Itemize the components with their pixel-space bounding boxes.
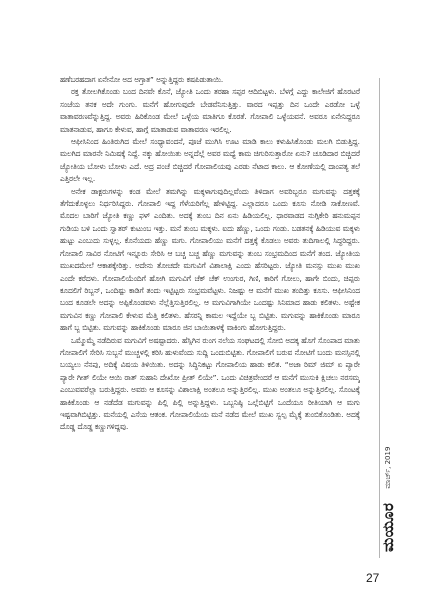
- article-paragraph-1: ಹಣೆಬರಹದಾಗ ಏನೇನೋ ಅದ ಅಗ್ತಾತ” ಅನ್ನುತ್ತಿದ್ದರು ಕಷಪಿಡುತಾಯಿ.: [60, 75, 224, 84]
- issue-date: ಮಾರ್ಚ್, 2019: [383, 446, 392, 489]
- vertical-sidebar-text: [379, 447, 397, 552]
- article-paragraph-2: ರಕ್ತ ತೋಲಗಿಕೊಂಡು ಬಂದ ದಿನವೇ ಕೊನೆ, ಜ್ಯೋತಿ ಒಂದು ತರಹಾ ಸಪ್ಪರ ಆದಿಬಿಟ್ಟಳು. ಬೆಳಗ್ಗೆ ಎದ್ದು ಕಾಲೇಜಿಗೆ ಹೊರಟರೆ ಸಂಜೆಯ ತನಕ ಅದೇ ಗುಂಗು. ಮನೆಗೆ ಹೋಗುವುದೇ ಬೇಡವೆನಿಸುತ್ತಿತ್ತು. ವಾರದ ಇಪ್ಪತ್ತು ದಿನ ಒಂದೇ ಎರಡೋ ಒಳ್ಳೆ ವಾತಾವರಣವೆನ್ನುತ್ತಿದ್ದ. ಅವರು ಹಿರಿಕೊಂಡ ಮೇಲೆ ಒಳ್ಳೆಯ ಮಾತಿಗೂ ಕೊರತೆ. ಗೋಪಾಲಿ ಒಳ್ಳೆಯವನೆ. ಅವರೂ ಏನೇನಿದ್ದರೂ ಮಾತನಾಡುವ, ಹಾಗೂ ಕೇಳುವ, ಹಾಗ್ಗೆ ಮಾತಾಡುವ ವಾತಾವರಣ ಇರಲಿಲ್ಲ.: [60, 87, 360, 134]
- magazine-masthead: ಮಯೂರ: [379, 502, 397, 552]
- page-number: 27: [366, 571, 380, 585]
- article-paragraph-3: ಆಫೀಸಿನಿಂದ ಹಿಂತಿರುಗಿದ ಮೇಲೆ ಸಂಧ್ಯಾವಂದನೆ, ಪೂಜೆ ಮುಗಿಸಿ ಊಟ ಮಾಡಿ ಕಾಲು ಕಳುಹಿಸಿಕೊಂಡು ಮಲಗಿ ಬಿಡುತ್ತಿದ್ದ. ಮಲಗಿದ ಮಾರನೇ ನಿಮಿಷಕ್ಕೆ ನಿದ್ದೆ. ನಕ್ಕು ಹೋಯಿತು ಅನ್ನದೆಲ್ಲೆ ಅವರ ಮಧ್ಯೆ ಕಾಮ ಚಿಗುರಿಸುತ್ತಾರೋ ಏನು? ಚೂಡಿದಾರ ಬಿಚ್ಚಿದರೆ ಜ್ಯೋತಿಯ ಬೋಳು ಬೋಳು ಎದೆ. ಅದ್ರ ಪಂಚೆ ಬಿಚ್ಚಿದರೆ ಗೋಪಾಲಿಯವು ಎರಡು ನೆಟಾದ ಕಾಲು. ಆ ಕೋಣೆಯಲ್ಲಿ ದಾಂಪತ್ಯ ತಲೆ ಎತ್ತಿರಲೇ ಇಲ್ಲ.: [60, 137, 360, 184]
- article-paragraph-4: ಅನೇಕ ಡಾಕ್ಟರುಗಳನ್ನು ಕಂಡ ಮೇಲೆ ತಮಗಿನ್ನು ಮಕ್ಕಳಾಗುವುದಿಲ್ಲವೆಂದು ತಿಳಿದಾಗ ಅವರಿಬ್ಬರೂ ಮಗುವನ್ನು ದತ್ತಕಕ್ಕೆ ತೆಗೆದುಕೊಳ್ಳಲು ನಿರ್ಧರಿಸಿದ್ದರು. ಗೋಪಾಲಿ ಇದ್ದ ಗೆಳೆಯರಿಗೆಲ್ಲ ಹೇಳಿಟ್ಟಿದ್ದ. ಎಲ್ಲಾದರೂ ಒಂದು ಕೂಸು ನೋಡಿ ಸಾಕೋಣವೆ. ಮೊದಲ ಬಾರಿಗೆ ಜ್ಯೋತಿ ಕಣ್ಣು ಫಳ್ ಎಂದಿತು. ಅದಕ್ಕೆ ತುಂಬ ದಿನ ಏನು ಹಿಡಿಯಲಿಲ್ಲ. ಧಾರವಾಡದ ನುಗ್ಗಿಕೇರಿ ಹನುಮಪ್ಪನ ಗುಡಿಯ ಬಳಿ ಒಂದು ಸ್ವಾತರ್ ಕುಟುಂಬ ಇತ್ತು. ಮನೆ ತುಂಬ ಮಕ್ಕಳು. ಐದು ಹೆಣ್ಣು, ಒಂದು ಗಂಡು. ಬಡತನಕ್ಕೆ ಹಿಡಿಯುವ ಮಕ್ಕಳು ಹುಟ್ಟು ಎಂಬುದು ಸುಳ್ಳಲ್ಲ. ಕೊನೆಯದು ಹೆಣ್ಣು ಮಗು. ಗೋಪಾಲಿಯು ಮನೆಗೆ ದತ್ತಕ್ಕೆ ಕೊಡಲು ಅವರು ತುದಿಗಾಲಲ್ಲಿ ಸಿದ್ಧರಿದ್ದರು. ಗೋಪಾಲಿ ಸಾವಿರ ನೋಟಿಗೆ ಇನ್ನೂರು ಸೇರಿಸಿ ಆ ಬಚ್ಚ ಬಚ್ಚ ಹೆಣ್ಣು ಮಗುವನ್ನು ತುಂಬ ಸಂಭ್ರಮದಿಂದ ಮನೆಗೆ ತಂದ. ಜ್ಯೋತಿಯ ಮುಖದಮೇಲೆ ಆಕಾಶಕ್ಕೇರಿತ್ತು. ಅದೇನು ತೋಚದೇ ಮಗುವಿಗೆ ವಿಶಾಲಾಕ್ಷಿ ಎಂದು ಹೆಸರಿಟ್ಟರು. ಜ್ಯೋತಿ ಮನಸ್ಸು ಮುಖ ಮುಖ ಎಂದೇ ಕರೆದಳು. ಗೋಪಾಲಿಯೆಂದಿಗೆ ಹೋಗಿ ಮಗುವಿಗೆ ಚೆಕ್ ಚೆಕ್ ಉಂಗುರ, ಗಿಣಿ, ಕಾರಿಗೆ ಗೋಲು, ಹಾಗೇ ಬಿಂದು, ಚಿಪ್ಪರು ಕೂದಲಿಗೆ ರಿಬ್ಬನ್, ಒಂದಿಷ್ಟು ಕಾಡಿಗೆ ತಂದು ಇಟ್ಟಿಟ್ಟರು ಸಂಭ್ರಮವೆಟ್ಟಳು. ನಿಜಷ್ಟು ಆ ಮನೆಗೆ ಮುಖ ತಂದಿತ್ತು ಕೂಸು. ಆಫೀಸಿನಿಂದ ಬಂದ ಕೂಡಲೇ ಅದನ್ನು ಅಪ್ಪಿಕೊಂಡವಳು ನೆಲ್ಲೆತ್ತಿಸುತ್ತಿರಲಿಲ್ಲ. ಆ ಮಗುವಿಗಾಗಿಯೇ ಒಂದಷ್ಟು ಸಿನಿಮಾದ ಹಾಡು ಕಲಿತಳು. ಅಷ್ಟೇಕ ಮಗುವಿನ ಕಣ್ಣು ಗೋಪಾಲಿ ಕೇಳುವ ಮೆತ್ತಿ ಕಲಿತಳು. ಹೆಸರನ್ನಿ ಕಾಮಲ ಇದ್ದೆಯೇ ಬ್ಬ ಬಿಟ್ಟಿತು. ಮಗುವನ್ನು ಹಾಕಿಕೊಂಡು ಮಾರೂ ಹಾಗೆ ಬ್ಬ ಬಿಟ್ಟಿತು. ಮಗುವನ್ನು ಹಾಕಿಕೊಂಡು ಮಾರೂ ಜಿನ ಬಾಯಿತಾಳಕ್ಕೆ ವಾಕಿಂಗು ಹೋಗುತ್ತಿದ್ದರು.: [60, 186, 360, 333]
- article-body: [60, 74, 360, 574]
- article-paragraph-5: ಒಮ್ಮೊಮ್ಮೆ ನಡೆದಿರುವ ಮಗುವಿಗೆ ಅಷಷ್ಟಾದರು. ಹೆಸ್ಸಿಗಿನ ರುಂಗ ನಲೆಯ ಸಂಘಟದಲ್ಲಿ ಸೋಬಿ ಅದಕ್ಕ ಹೊಗೆ ಸೊಂಪಾದ ಮಾತು ಗೋಪಾಲಿಗೆ ಸೇರಿಸಿ ಸುಬ್ಬನೆ ಮುಚ್ಚಳಲ್ಲಿ ಕರಿಸಿ ಹುಳುವೆಂದು ಸುದ್ದಿ ಒಂದುಬಿಟ್ಟಿತು. ಗೋಪಾಲಿಗೆ ಬರುವ ನೋಟಿಗೆ ಬಂದು ಮನಸ್ಸಿನಲ್ಲಿ ಬಯ್ಯಲು ನೆನಪು, ಅದಿಕ್ಕೆ ವಿಷಯ ತಿಳಿಯಿತು. ಅದನ್ನು ಸಿದ್ಧಿನಿಕಟ್ಟು ಗೋಪಾಲಿಯ ಹಾಡು ಕಲಿತ. “ಅಜಾ ರಿಮ್ ಜಿಮ್ ಏ ಪ್ಯಾರೇ ಪ್ಯಾರೇ ಗೀತ್ ಲಿಯೇ ಆಯಿ ರಾತ್ ಸುಹಾನಿ ದೇಖೋ ಪ್ರೀತ್ ಲಿಯೇ”. ಒಂದು ವಿಚಿತ್ರವೇಂದರೆ ಆ ಮನೆಗೆ ಮುಸುಕಿ ಕ್ಷಿಚಲು ನರಸಮ್ಮ ಎಂಬುವವರೆಲ್ಲಾ ಬರುತ್ತಿದ್ದರು. ಅವರು ಆ ಕೂಸನ್ನು ವಿಶಾಲಾಕ್ಷಿ ಅಂತಲೂ ಅನ್ನುತ್ತಿರಲಿಲ್ಲ. ಮುಖ ಅಂತಲೂ ಅನ್ನುತ್ತಿರಲಿಲ್ಲ. ಸೊಂಟಕ್ಕೆ ಹಾಕಿಕೊಂಡು ಆ ನಡೆದೆಡ ಮಗುವನ್ನು ಪಿಲ್ಲಿ ಪಿಲ್ಲಿ ಅನ್ನುತ್ತಿದ್ದಳು. ಒಬ್ಬನಿಷ್ಠಿ ಒಲ್ಲೆಬಿಟ್ಟಿಗೆ ಒಂದೆಯೂ ರೀತಿಯಾಗಿ ಆ ಮಗು ಇಷ್ಟವಾಗಿಬಿಟ್ಟಿತ್ತು. ಮನೆಯಲ್ಲಿ ಎಸೆಯ ಆತಂಕ. ಗೋಪಾಲಿಯೆಯ ಮನೆ ನಡೆದ ಮೇಲೆ ಮುಖ ಸ್ವಲ್ಪ ಮೈಕ್ಕೆ ತುಂಬಿಕೊಂಡಿತು. ಅದಕ್ಕೆ ದೊಡ್ಡ ದೊಡ್ಡ ಕಣ್ಣುಗಳಿದ್ದವು.: [60, 335, 360, 432]
